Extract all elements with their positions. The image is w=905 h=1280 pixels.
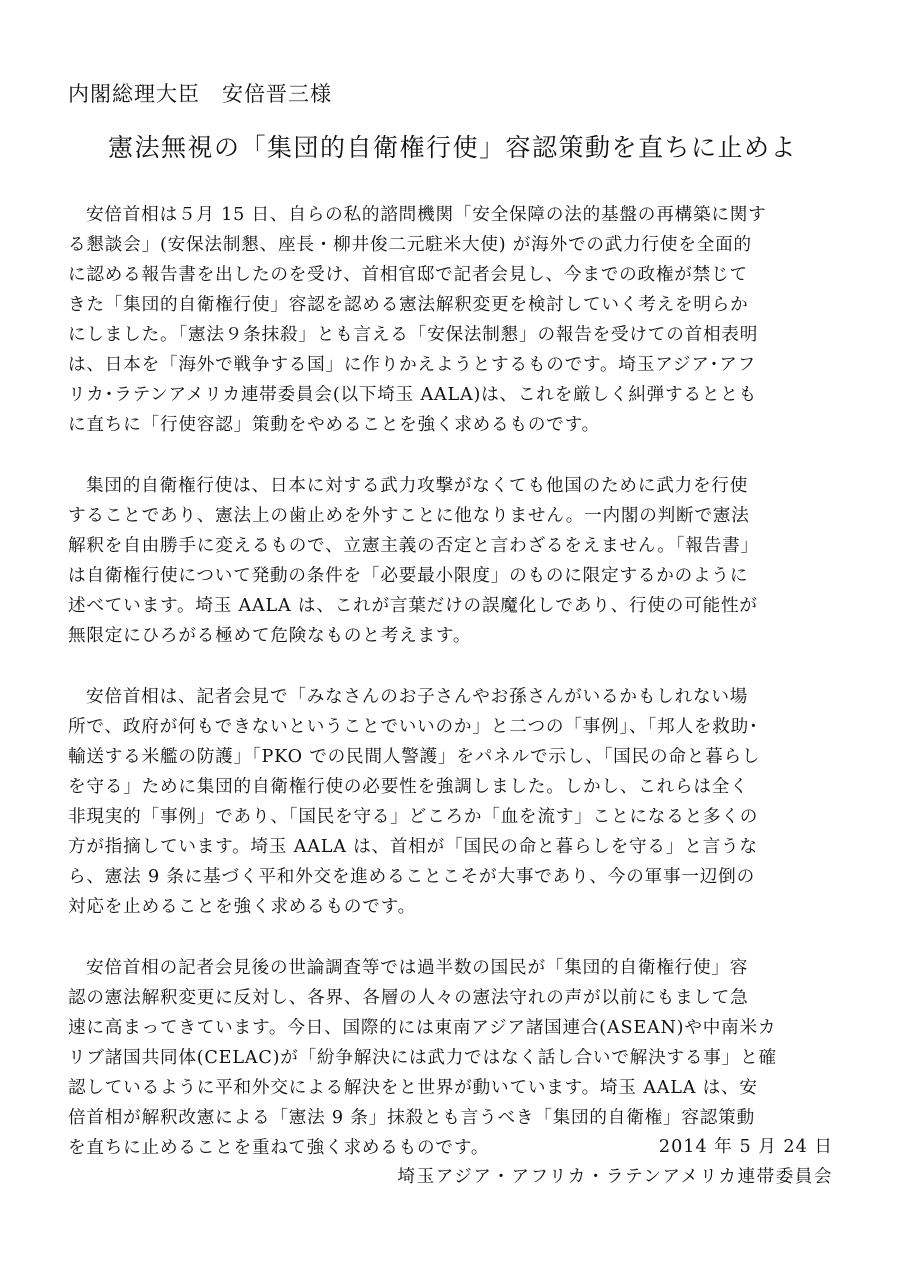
- text-line: にしました。「憲法９条抹殺」とも言える「安保法制懇」の報告を受けての首相表明: [68, 325, 759, 345]
- text-line: 解釈を自由勝手に変えるもので、立憲主義の否定と言わざるをえません。「報告書」: [68, 536, 759, 556]
- text-line: 安倍首相は５月 15 日、自らの私的諮問機関「安全保障の法的基盤の再構築に関す: [86, 205, 767, 225]
- paragraph-3: [68, 682, 838, 922]
- text-line: に認める報告書を出したのを受け、首相官邸で記者会見し、今までの政権が禁じて: [68, 265, 748, 285]
- text-line: に直ちに「行使容認」策動をやめることを強く求めるものです。: [68, 415, 601, 435]
- text-line: ら、憲法 9 条に基づく平和外交を進めることこそが大事であり、今の軍事一辺倒の: [68, 867, 755, 887]
- text-line: 対応を止めることを強く求めるものです。: [68, 897, 417, 917]
- text-line: 安倍首相は、記者会見で「みなさんのお子さんやお孫さんがいるかもしれない場: [86, 687, 749, 707]
- letter-date: 2014 年 5 月 24 日: [658, 1137, 833, 1157]
- text-line: 集団的自衛権行使は、日本に対する武力攻撃がなくても他国のために武力を行使: [86, 476, 749, 496]
- organization-signature: 埼玉アジア・アフリカ・ラテンアメリカ連帯委員会: [397, 1167, 833, 1187]
- text-line: 速に高まってきています。今日、国際的には東南アジア諸国連合(ASEAN)や中南米カ: [68, 1018, 777, 1038]
- addressee: 内閣総理大臣 安倍晋三様: [68, 82, 332, 106]
- letter-body: [68, 200, 838, 1194]
- text-line: を守る」ために集団的自衛権行使の必要性を強調しました。しかし、これらは全く: [68, 777, 749, 797]
- paragraph-2: [68, 471, 838, 651]
- paragraph-4: [68, 953, 838, 1163]
- text-line: 輸送する米艦の防護」「PKO での民間人警護」をパネルで示し、「国民の命と暮らし: [68, 747, 761, 767]
- text-line: を直ちに止めることを重ねて強く求めるものです。: [68, 1138, 490, 1158]
- text-line: 倍首相が解釈改憲による「憲法 9 条」抹殺とも言うべき「集団的自衛権」容認策動: [68, 1108, 755, 1128]
- text-line: 認の憲法解釈変更に反対し、各界、各層の人々の憲法守れの声が以前にもまして急: [68, 988, 749, 1008]
- text-line: リカ･ラテンアメリカ連帯委員会(以下埼玉 AALA)は、これを厳しく糾弾するととも: [68, 385, 758, 405]
- text-line: る懇談会」(安保法制懇、座長・柳井俊二元駐米大使) が海外での武力行使を全面的: [68, 235, 752, 255]
- text-line: きた「集団的自衛権行使」容認を認める憲法解釈変更を検討していく考えを明らか: [68, 295, 749, 315]
- text-line: 非現実的「事例」であり、「国民を守る」どころか「血を流す」ことになると多くの: [68, 807, 759, 827]
- paragraph-1: [68, 200, 838, 440]
- text-line: 述べています。埼玉 AALA は、これが言葉だけの誤魔化しであり、行使の可能性が: [68, 596, 758, 616]
- text-line: することであり、憲法上の歯止めを外すことに他なりません。一内閣の判断で憲法: [68, 506, 750, 526]
- text-line: は自衛権行使について発動の条件を「必要最小限度」のものに限定するかのように: [68, 566, 749, 586]
- document-title: 憲法無視の「集団的自衛権行使」容認策動を直ちに止めよ: [107, 133, 797, 162]
- text-line: 方が指摘しています。埼玉 AALA は、首相が「国民の命と暮らしを守る」と言うな: [68, 837, 758, 857]
- text-line: は、日本を「海外で戦争する国」に作りかえようとするものです。埼玉アジア･アフ: [68, 355, 757, 375]
- text-line: 認しているように平和外交による解決をと世界が動いています。埼玉 AALA は、安: [68, 1078, 758, 1098]
- text-line: 安倍首相の記者会見後の世論調査等では過半数の国民が「集団的自衛権行使」容: [86, 958, 749, 978]
- text-line: 所で、政府が何もできないということでいいのか」と二つの「事例」、「邦人を救助･: [68, 717, 759, 737]
- text-line: 無限定にひろがる極めて危険なものと考えます。: [68, 626, 472, 646]
- text-line: リブ諸国共同体(CELAC)が「紛争解決には武力ではなく話し合いで解決する事」と確: [68, 1048, 777, 1068]
